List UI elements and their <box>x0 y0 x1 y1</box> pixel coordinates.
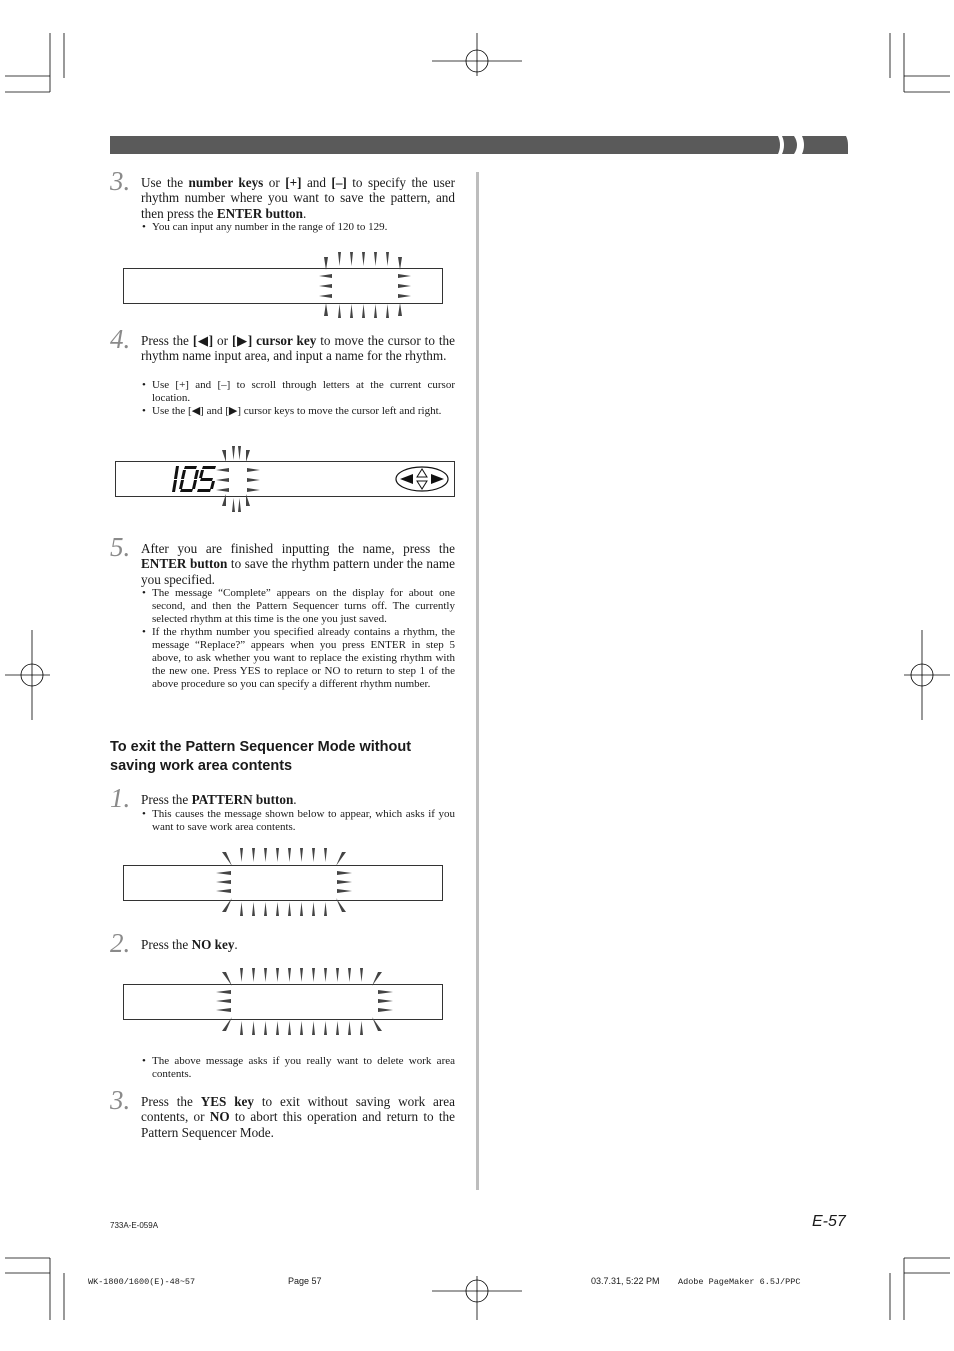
step-number: 2. <box>110 928 131 958</box>
lcd-cursor-indicator <box>395 466 449 492</box>
step-notes <box>141 808 455 834</box>
step-number: 5. <box>110 532 131 562</box>
note-item: • Use the [◀] and [▶] cursor keys to move the cursor left and right. <box>152 405 455 418</box>
page-number: E-57 <box>812 1213 846 1230</box>
step-number: 3. <box>110 1085 131 1115</box>
lcd-display <box>123 984 443 1020</box>
step-number: 3. <box>110 166 131 196</box>
header-banner <box>110 136 850 154</box>
step-notes <box>141 379 455 418</box>
step-instruction: Press the PATTERN button. <box>141 792 297 807</box>
footer-file-name: WK-1800/1600(E)-48~57 <box>88 1277 196 1287</box>
doc-code: 733A-E-059A <box>110 1221 159 1230</box>
step-instruction: Press the [◀] or [▶] cursor key to move the cursor to the rhythm name input area, and input a name for the rhythm. <box>141 333 455 364</box>
note-item: • If the rhythm number you specified already contains a rhythm, the message “Replace?” appears when you press ENTER in step 5 above, to ask whether you want to replace the existing rhythm with the new one. Press YES to replace or NO to return to step 1 of the above procedure so you can specify a different rhythm number. <box>152 626 455 691</box>
step-instruction: Press the YES key to exit without saving work area contents, or NO to abort this operation and return to the Pattern Sequencer Mode. <box>141 1094 455 1140</box>
section-heading: To exit the Pattern Sequencer Mode without saving work area contents <box>110 739 412 774</box>
footer-page: Page 57 <box>288 1276 322 1286</box>
column-rule <box>476 172 479 1190</box>
lcd-rhythm-number <box>168 461 222 495</box>
footer-timestamp: 03.7.31, 5:22 PM <box>591 1276 660 1286</box>
step-number: 1. <box>110 783 131 813</box>
note-item: • The message “Complete” appears on the display for about one second, and then the Pattern Sequencer turns off. The currently selected rhythm at this time is the one you just saved. <box>152 587 455 626</box>
note-item: • You can input any number in the range of 120 to 129. <box>152 221 455 234</box>
step-number: 4. <box>110 324 131 354</box>
footer-app: Adobe PageMaker 6.5J/PPC <box>678 1277 801 1287</box>
step-instruction: Use the number keys or [+] and [–] to specify the user rhythm number where you want to save the pattern, and then press the ENTER button. <box>141 175 455 221</box>
step-notes <box>141 221 455 234</box>
note-item: • This causes the message shown below to appear, which asks if you want to save work area contents. <box>152 808 455 834</box>
note-item: • Use [+] and [–] to scroll through letters at the current cursor location. <box>152 379 455 405</box>
step-instruction: After you are finished inputting the name, press the ENTER button to save the rhythm pattern under the name you specified. <box>141 541 455 587</box>
note-item: • The above message asks if you really want to delete work area contents. <box>152 1055 455 1081</box>
step-notes <box>141 587 455 691</box>
step-instruction: Press the NO key. <box>141 937 238 952</box>
lcd-display <box>123 865 443 901</box>
step-notes <box>141 1055 455 1081</box>
lcd-display <box>123 268 443 304</box>
